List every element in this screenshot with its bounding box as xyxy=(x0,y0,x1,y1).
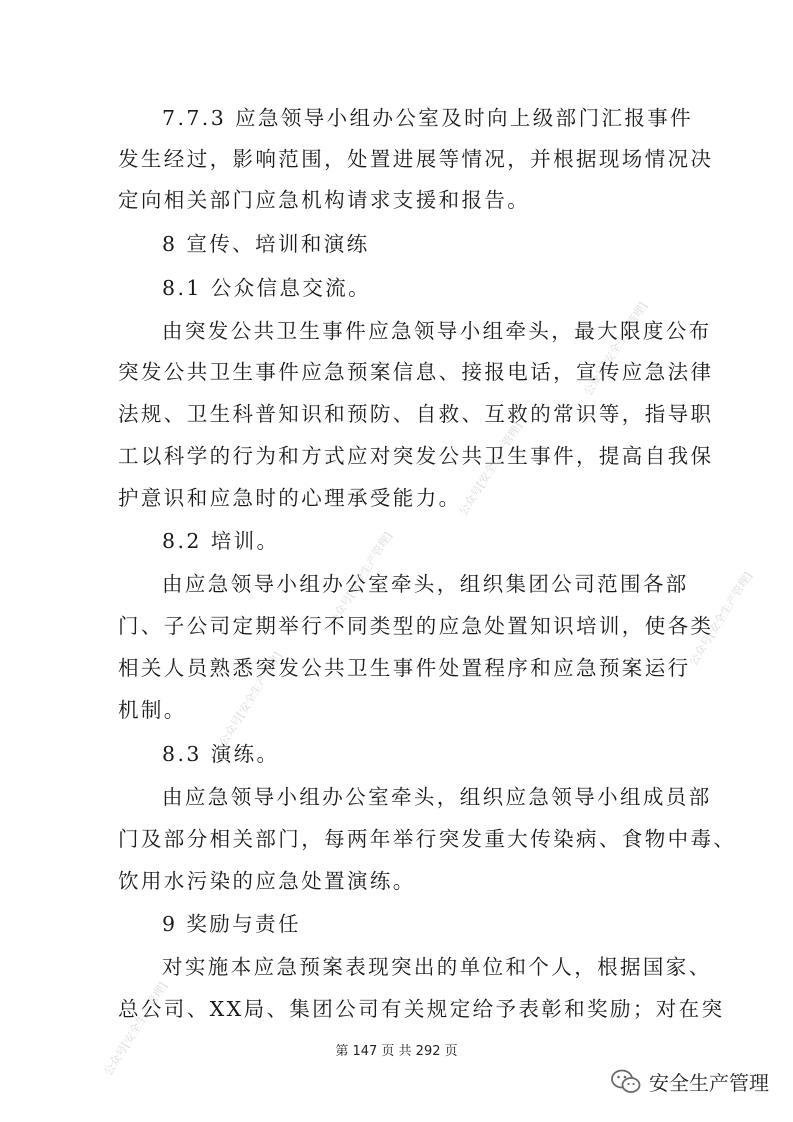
body-text-line: 由突发公共卫生事件应急领导小组牵头，最大限度公布 xyxy=(162,319,712,343)
body-text-line: 由应急领导小组办公室牵头，组织应急领导小组成员部 xyxy=(162,785,712,809)
wechat-icon xyxy=(611,1069,641,1095)
section-heading: 8.1 公众信息交流。 xyxy=(162,276,372,300)
body-text-line: 机制。 xyxy=(118,698,187,722)
body-text-line: 法规、卫生科普知识和预防、自救、互救的常识等，指导职 xyxy=(118,402,714,426)
section-heading: 8 宣传、培训和演练 xyxy=(162,232,370,256)
body-text-line: 定向相关部门应急机构请求支援和报告。 xyxy=(118,188,531,212)
body-text-line: 工以科学的行为和方式应对突发公共卫生事件，提高自我保 xyxy=(118,444,714,468)
watermark: 公众号[安全生产管理] xyxy=(581,299,650,398)
watermark: 公众号[安全生产管理] xyxy=(101,979,170,1078)
body-text-line: 相关人员熟悉突发公共卫生事件处置程序和应急预案运行 xyxy=(118,656,691,680)
watermark: 公众号[安全生产管理] xyxy=(326,529,395,628)
body-text-line: 突发公共卫生事件应急预案信息、接报电话，宣传应急法律 xyxy=(118,360,714,384)
section-heading: 8.2 培训。 xyxy=(162,529,280,553)
body-text-line: 由应急领导小组办公室牵头，组织集团公司范围各部 xyxy=(162,572,689,596)
body-text-line: 7.7.3 应急领导小组办公室及时向上级部门汇报事件 xyxy=(162,106,694,130)
brand-badge xyxy=(611,1067,769,1096)
body-text-line: 门及部分相关部门，每两年举行突发重大传染病、食物中毒、 xyxy=(118,827,737,851)
body-text-line: 门、子公司定期举行不同类型的应急处置知识培训，使各类 xyxy=(118,614,714,638)
body-text-line: 护意识和应急时的心理承受能力。 xyxy=(118,486,462,510)
body-text-line: 对实施本应急预案表现突出的单位和个人，根据国家、 xyxy=(162,955,712,979)
brand-name: 安全生产管理 xyxy=(649,1071,769,1095)
section-heading: 8.3 演练。 xyxy=(162,742,280,766)
watermark: 公众号[安全生产管理] xyxy=(216,649,285,748)
body-text-line: 总公司、XX局、集团公司有关规定给予表彰和奖励；对在突 xyxy=(118,997,725,1021)
body-text-line: 饮用水污染的应急处置演练。 xyxy=(118,869,416,893)
body-text-line: 发生经过，影响范围，处置进展等情况，并根据现场情况决 xyxy=(118,147,714,171)
page-number-footer: 第 147 页 共 292 页 xyxy=(335,1044,458,1059)
watermark: 公众号[安全生产管理] xyxy=(686,569,755,668)
section-heading: 9 奖励与责任 xyxy=(162,912,301,936)
watermark: 公众号[安全生产管理] xyxy=(456,419,525,518)
